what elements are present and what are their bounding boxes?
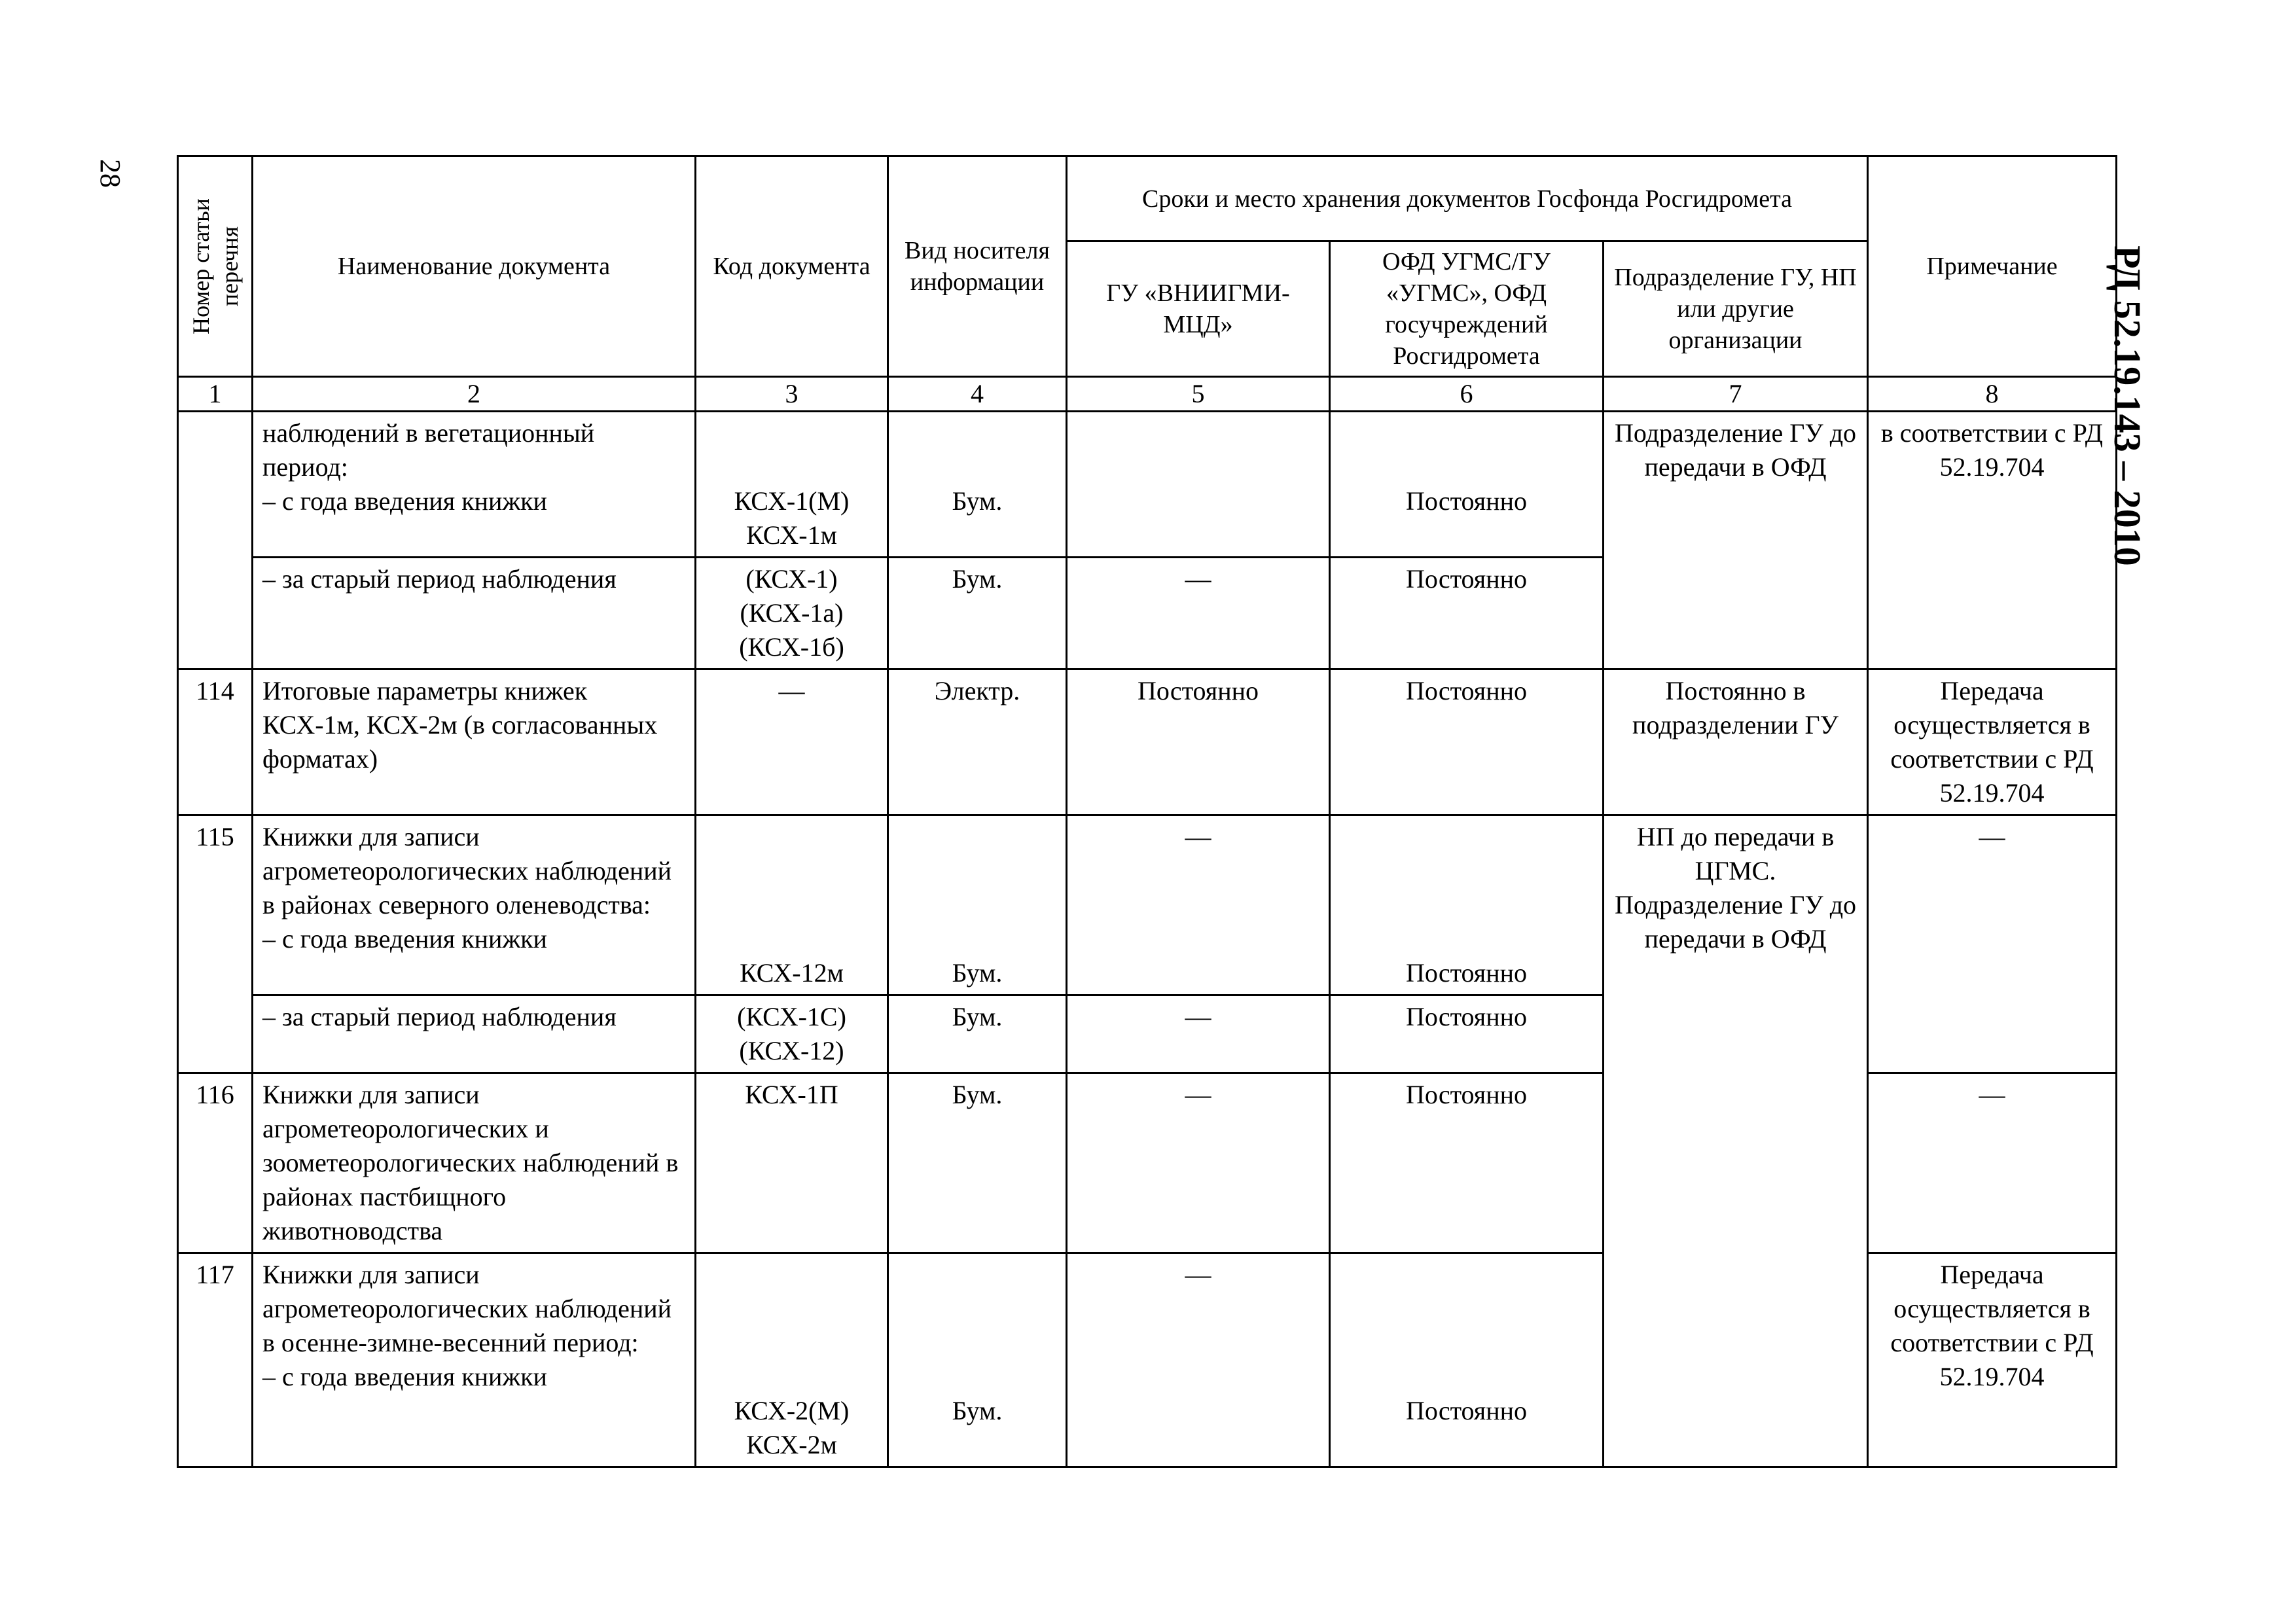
header-vniigmi: ГУ «ВНИИГМИ-МЦД»: [1067, 241, 1330, 377]
column-number: 8: [1868, 377, 2117, 412]
medium: Бум.: [888, 995, 1067, 1073]
header-storage-group: Сроки и место хранения документов Госфонда Росгидромета: [1067, 156, 1868, 241]
column-number: 3: [696, 377, 888, 412]
table-row: [178, 669, 2117, 815]
vniigmi-storage: —: [1067, 558, 1330, 669]
subdivision-storage: Подразделение ГУ до передачи в ОФД: [1604, 412, 1868, 669]
document-table-wrapper: [177, 155, 2117, 1468]
row-number: 115: [178, 815, 253, 1073]
ofd-storage: Постоянно: [1330, 558, 1604, 669]
note: в соответствии с РД 52.19.704: [1868, 412, 2117, 669]
document-name: Книжки для записи агрометеорологических наблюдений в осенне-зимне-весенний период: – с года введения книжки: [253, 1253, 696, 1467]
column-number: 1: [178, 377, 253, 412]
subdivision-storage: НП до передачи в ЦГМС. Подразделение ГУ до передачи в ОФД: [1604, 815, 1868, 1467]
medium: Бум.: [888, 558, 1067, 669]
column-number: 7: [1604, 377, 1868, 412]
row-number: 116: [178, 1073, 253, 1253]
vniigmi-storage: —: [1067, 995, 1330, 1073]
document-name: наблюдений в вегетационный период: – с года введения книжки: [253, 412, 696, 558]
document-code: РД 52.19.143 – 2010: [2106, 245, 2149, 566]
column-number: 6: [1330, 377, 1604, 412]
row-number: [178, 412, 253, 669]
header-note: Примечание: [1868, 156, 2117, 377]
document-name: – за старый период наблюдения: [253, 558, 696, 669]
document-code: (КСХ-1) (КСХ-1а) (КСХ-1б): [696, 558, 888, 669]
column-number: 4: [888, 377, 1067, 412]
column-number: 5: [1067, 377, 1330, 412]
document-table: [177, 155, 2117, 1468]
header-document-code: Код документа: [696, 156, 888, 377]
note: —: [1868, 1073, 2117, 1253]
vniigmi-storage: —: [1067, 815, 1330, 995]
column-number: 2: [253, 377, 696, 412]
page-number: 28: [94, 159, 126, 188]
subdivision-storage: Постоянно в подразделении ГУ: [1604, 669, 1868, 815]
document-name: Книжки для записи агрометеорологических и зоометеорологических наблюдений в районах пастбищного животноводства: [253, 1073, 696, 1253]
ofd-storage: Постоянно: [1330, 1073, 1604, 1253]
header-subdivision: Подразделение ГУ, НП или другие организации: [1604, 241, 1868, 377]
vniigmi-storage: —: [1067, 1253, 1330, 1467]
note: —: [1868, 815, 2117, 1073]
medium: Бум.: [888, 1073, 1067, 1253]
column-number-row: [178, 377, 2117, 412]
document-name: Книжки для записи агрометеорологических наблюдений в районах северного оленеводства: – с года введения книжки: [253, 815, 696, 995]
vniigmi-storage: [1067, 412, 1330, 558]
vniigmi-storage: Постоянно: [1067, 669, 1330, 815]
header-article-number: Номер статьи перечня: [178, 156, 253, 377]
medium: Электр.: [888, 669, 1067, 815]
header-row: [178, 156, 2117, 241]
vniigmi-storage: —: [1067, 1073, 1330, 1253]
header-medium: Вид носителя информации: [888, 156, 1067, 377]
row-number: 117: [178, 1253, 253, 1467]
row-number: 114: [178, 669, 253, 815]
ofd-storage: Постоянно: [1330, 1253, 1604, 1467]
note: Передача осуществляется в соответствии с РД 52.19.704: [1868, 669, 2117, 815]
document-name: – за старый период наблюдения: [253, 995, 696, 1073]
document-code: КСХ-12м: [696, 815, 888, 995]
document-code: (КСХ-1С) (КСХ-12): [696, 995, 888, 1073]
document-code: КСХ-1(М) КСХ-1м: [696, 412, 888, 558]
ofd-storage: Постоянно: [1330, 412, 1604, 558]
note: Передача осуществляется в соответствии с РД 52.19.704: [1868, 1253, 2117, 1467]
ofd-storage: Постоянно: [1330, 815, 1604, 995]
header-ofd: ОФД УГМС/ГУ «УГМС», ОФД госучреждений Росгидромета: [1330, 241, 1604, 377]
ofd-storage: Постоянно: [1330, 669, 1604, 815]
table-row: [178, 412, 2117, 558]
header-document-name: Наименование документа: [253, 156, 696, 377]
medium: Бум.: [888, 1253, 1067, 1467]
document-code: —: [696, 669, 888, 815]
medium: Бум.: [888, 815, 1067, 995]
ofd-storage: Постоянно: [1330, 995, 1604, 1073]
table-row: [178, 815, 2117, 995]
document-name: Итоговые параметры книжек КСХ-1м, КСХ-2м (в согласованных форматах): [253, 669, 696, 815]
document-code: КСХ-1П: [696, 1073, 888, 1253]
medium: Бум.: [888, 412, 1067, 558]
document-code: КСХ-2(М) КСХ-2м: [696, 1253, 888, 1467]
